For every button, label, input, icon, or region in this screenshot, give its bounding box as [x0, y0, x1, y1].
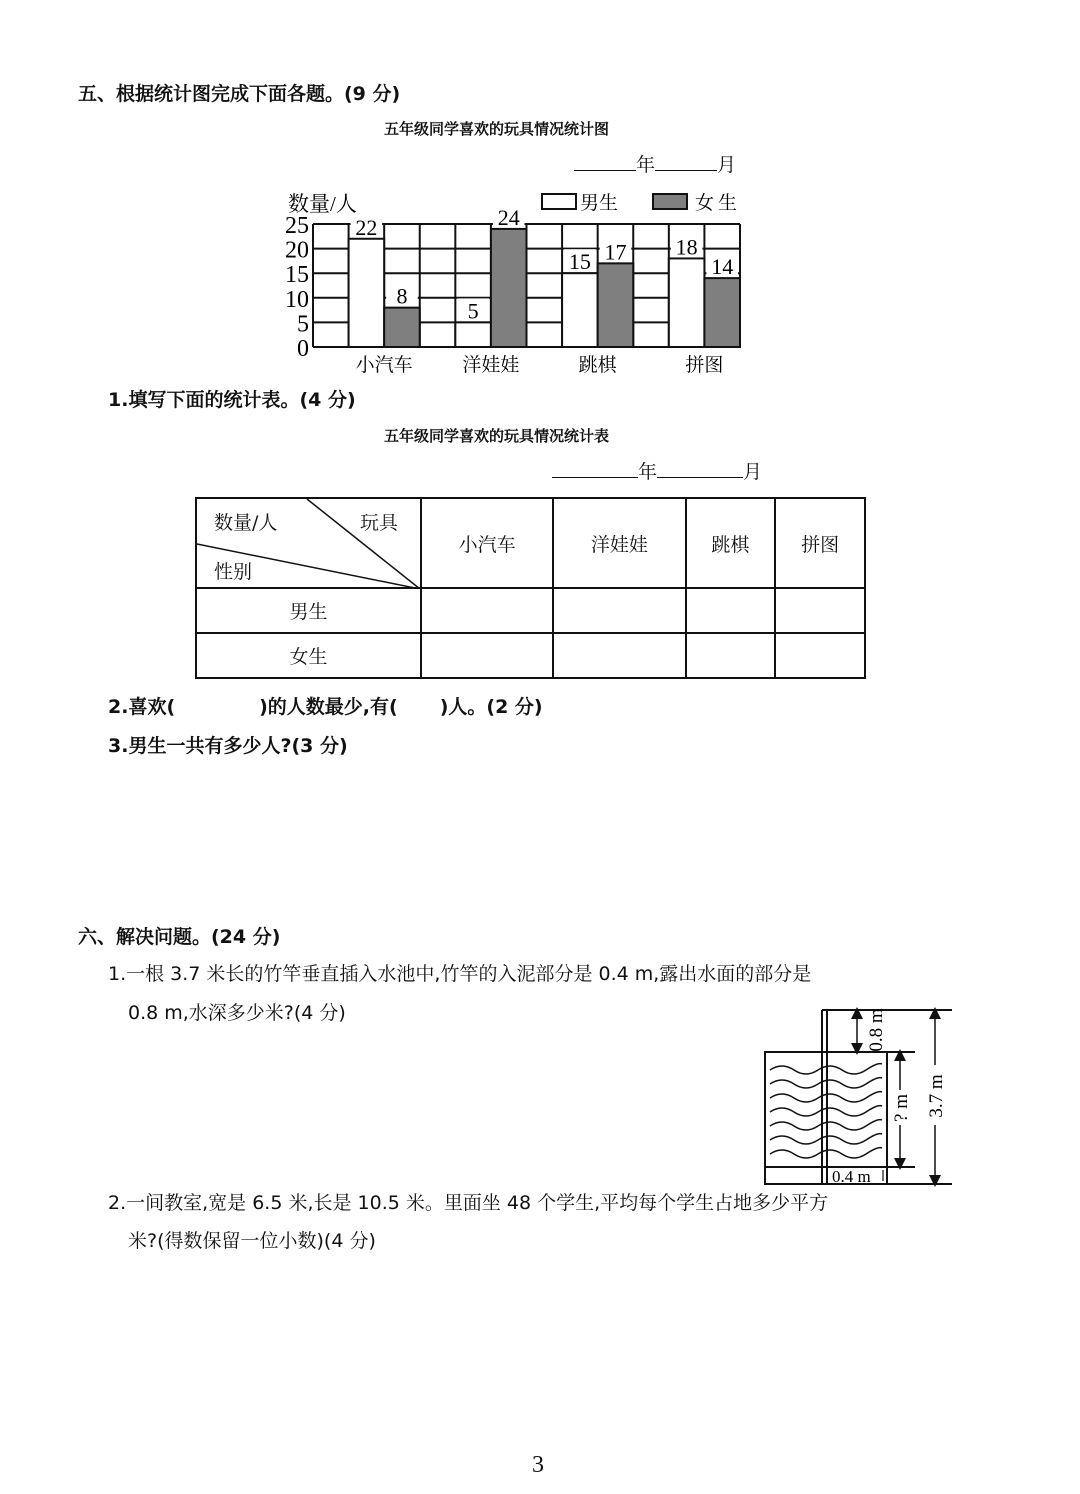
answer-cell[interactable]	[421, 633, 553, 678]
y-axis-label: 数量/人	[288, 192, 357, 216]
table-date	[552, 457, 762, 484]
year-blank[interactable]	[574, 152, 636, 171]
y-tick-label: 25	[285, 213, 309, 239]
month-label: 月	[717, 154, 737, 176]
table-title: 五年级同学喜欢的玩具情况统计表	[384, 427, 610, 445]
row-header: 女生	[196, 633, 421, 678]
y-tick-label: 5	[297, 311, 309, 338]
data-label: 24	[497, 204, 520, 230]
table-row	[196, 633, 865, 678]
legend-swatch-boys	[542, 194, 576, 209]
chart-date	[574, 150, 736, 177]
problem-1-line2: 0.8 m,水深多少米?(4 分)	[128, 1002, 346, 1024]
column-header: 跳棋	[686, 498, 776, 588]
q2-text: 2.喜欢(	[108, 696, 176, 718]
bar-girls	[704, 278, 740, 347]
y-tick-label: 0	[297, 336, 309, 362]
answer-cell[interactable]	[775, 633, 865, 678]
corner-toy: 玩具	[360, 512, 399, 534]
legend-swatch-girls	[653, 194, 687, 209]
month-blank[interactable]	[655, 152, 717, 171]
question-2	[108, 692, 543, 719]
section6-heading: 六、解决问题。(24 分)	[78, 926, 281, 948]
page-number: 3	[532, 1452, 544, 1478]
table-row	[196, 588, 865, 633]
bar-girls	[598, 263, 634, 347]
answer-cell[interactable]	[421, 588, 553, 633]
x-tick-label: 洋娃娃	[462, 355, 520, 376]
data-label: 18	[675, 234, 698, 260]
answer-cell[interactable]	[553, 588, 685, 633]
x-tick-label: 拼图	[685, 355, 724, 376]
label-water-depth: ? m	[891, 1094, 912, 1122]
year-blank[interactable]	[552, 459, 638, 478]
corner-gender: 性别	[214, 561, 253, 583]
x-tick-label: 跳棋	[578, 355, 617, 376]
legend-label-boys: 男生	[580, 193, 619, 214]
month-blank[interactable]	[657, 459, 743, 478]
q2-text: )的人数最少,有(	[259, 696, 398, 718]
data-label: 22	[355, 214, 378, 240]
q2-text: )人。(2 分)	[439, 696, 543, 718]
column-header: 洋娃娃	[553, 498, 685, 588]
year-label: 年	[638, 461, 658, 483]
column-header: 拼图	[775, 498, 865, 588]
column-header: 小汽车	[421, 498, 553, 588]
section5-heading: 五、根据统计图完成下面各题。(9 分)	[78, 83, 401, 105]
data-label: 14	[711, 254, 734, 280]
bar-chart	[0, 180, 1080, 380]
bar-boys	[455, 322, 491, 347]
data-label: 17	[604, 239, 627, 265]
corner-quantity: 数量/人	[214, 512, 278, 534]
table-corner-cell	[196, 498, 421, 588]
answer-cell[interactable]	[775, 588, 865, 633]
data-label: 8	[396, 283, 408, 309]
bar-boys	[669, 258, 705, 347]
year-label: 年	[636, 154, 656, 176]
chart-title: 五年级同学喜欢的玩具情况统计图	[384, 120, 610, 138]
y-tick-label: 20	[285, 237, 309, 264]
y-tick-label: 10	[285, 286, 309, 313]
legend-label-girls: 女生	[695, 193, 742, 214]
question-1: 1.填写下面的统计表。(4 分)	[108, 389, 356, 411]
bar-boys	[349, 239, 385, 347]
answer-cell[interactable]	[553, 633, 685, 678]
pole-diagram	[750, 990, 970, 1190]
problem-1-line1: 1.一根 3.7 米长的竹竿垂直插入水池中,竹竿的入泥部分是 0.4 m,露出水面的部分是	[108, 963, 812, 985]
bar-girls	[384, 308, 420, 347]
month-label: 月	[743, 461, 763, 483]
answer-cell[interactable]	[686, 633, 776, 678]
data-label: 5	[467, 298, 479, 324]
label-total: 3.7 m	[926, 1074, 947, 1118]
question-3: 3.男生一共有多少人?(3 分)	[108, 735, 348, 757]
x-tick-label: 小汽车	[355, 355, 413, 376]
data-label: 15	[568, 249, 591, 275]
answer-cell[interactable]	[686, 588, 776, 633]
row-header: 男生	[196, 588, 421, 633]
problem-2-line2: 米?(得数保留一位小数)(4 分)	[128, 1230, 376, 1252]
bar-girls	[491, 229, 527, 347]
bar-boys	[562, 273, 598, 347]
problem-2-line1: 2.一间教室,宽是 6.5 米,长是 10.5 米。里面坐 48 个学生,平均每个学生占地多少平方	[108, 1192, 829, 1214]
label-exposed: 0.8 m	[866, 1008, 887, 1052]
statistics-table	[195, 497, 866, 679]
y-tick-label: 15	[285, 262, 309, 289]
label-mud: 0.4 m	[832, 1167, 871, 1186]
